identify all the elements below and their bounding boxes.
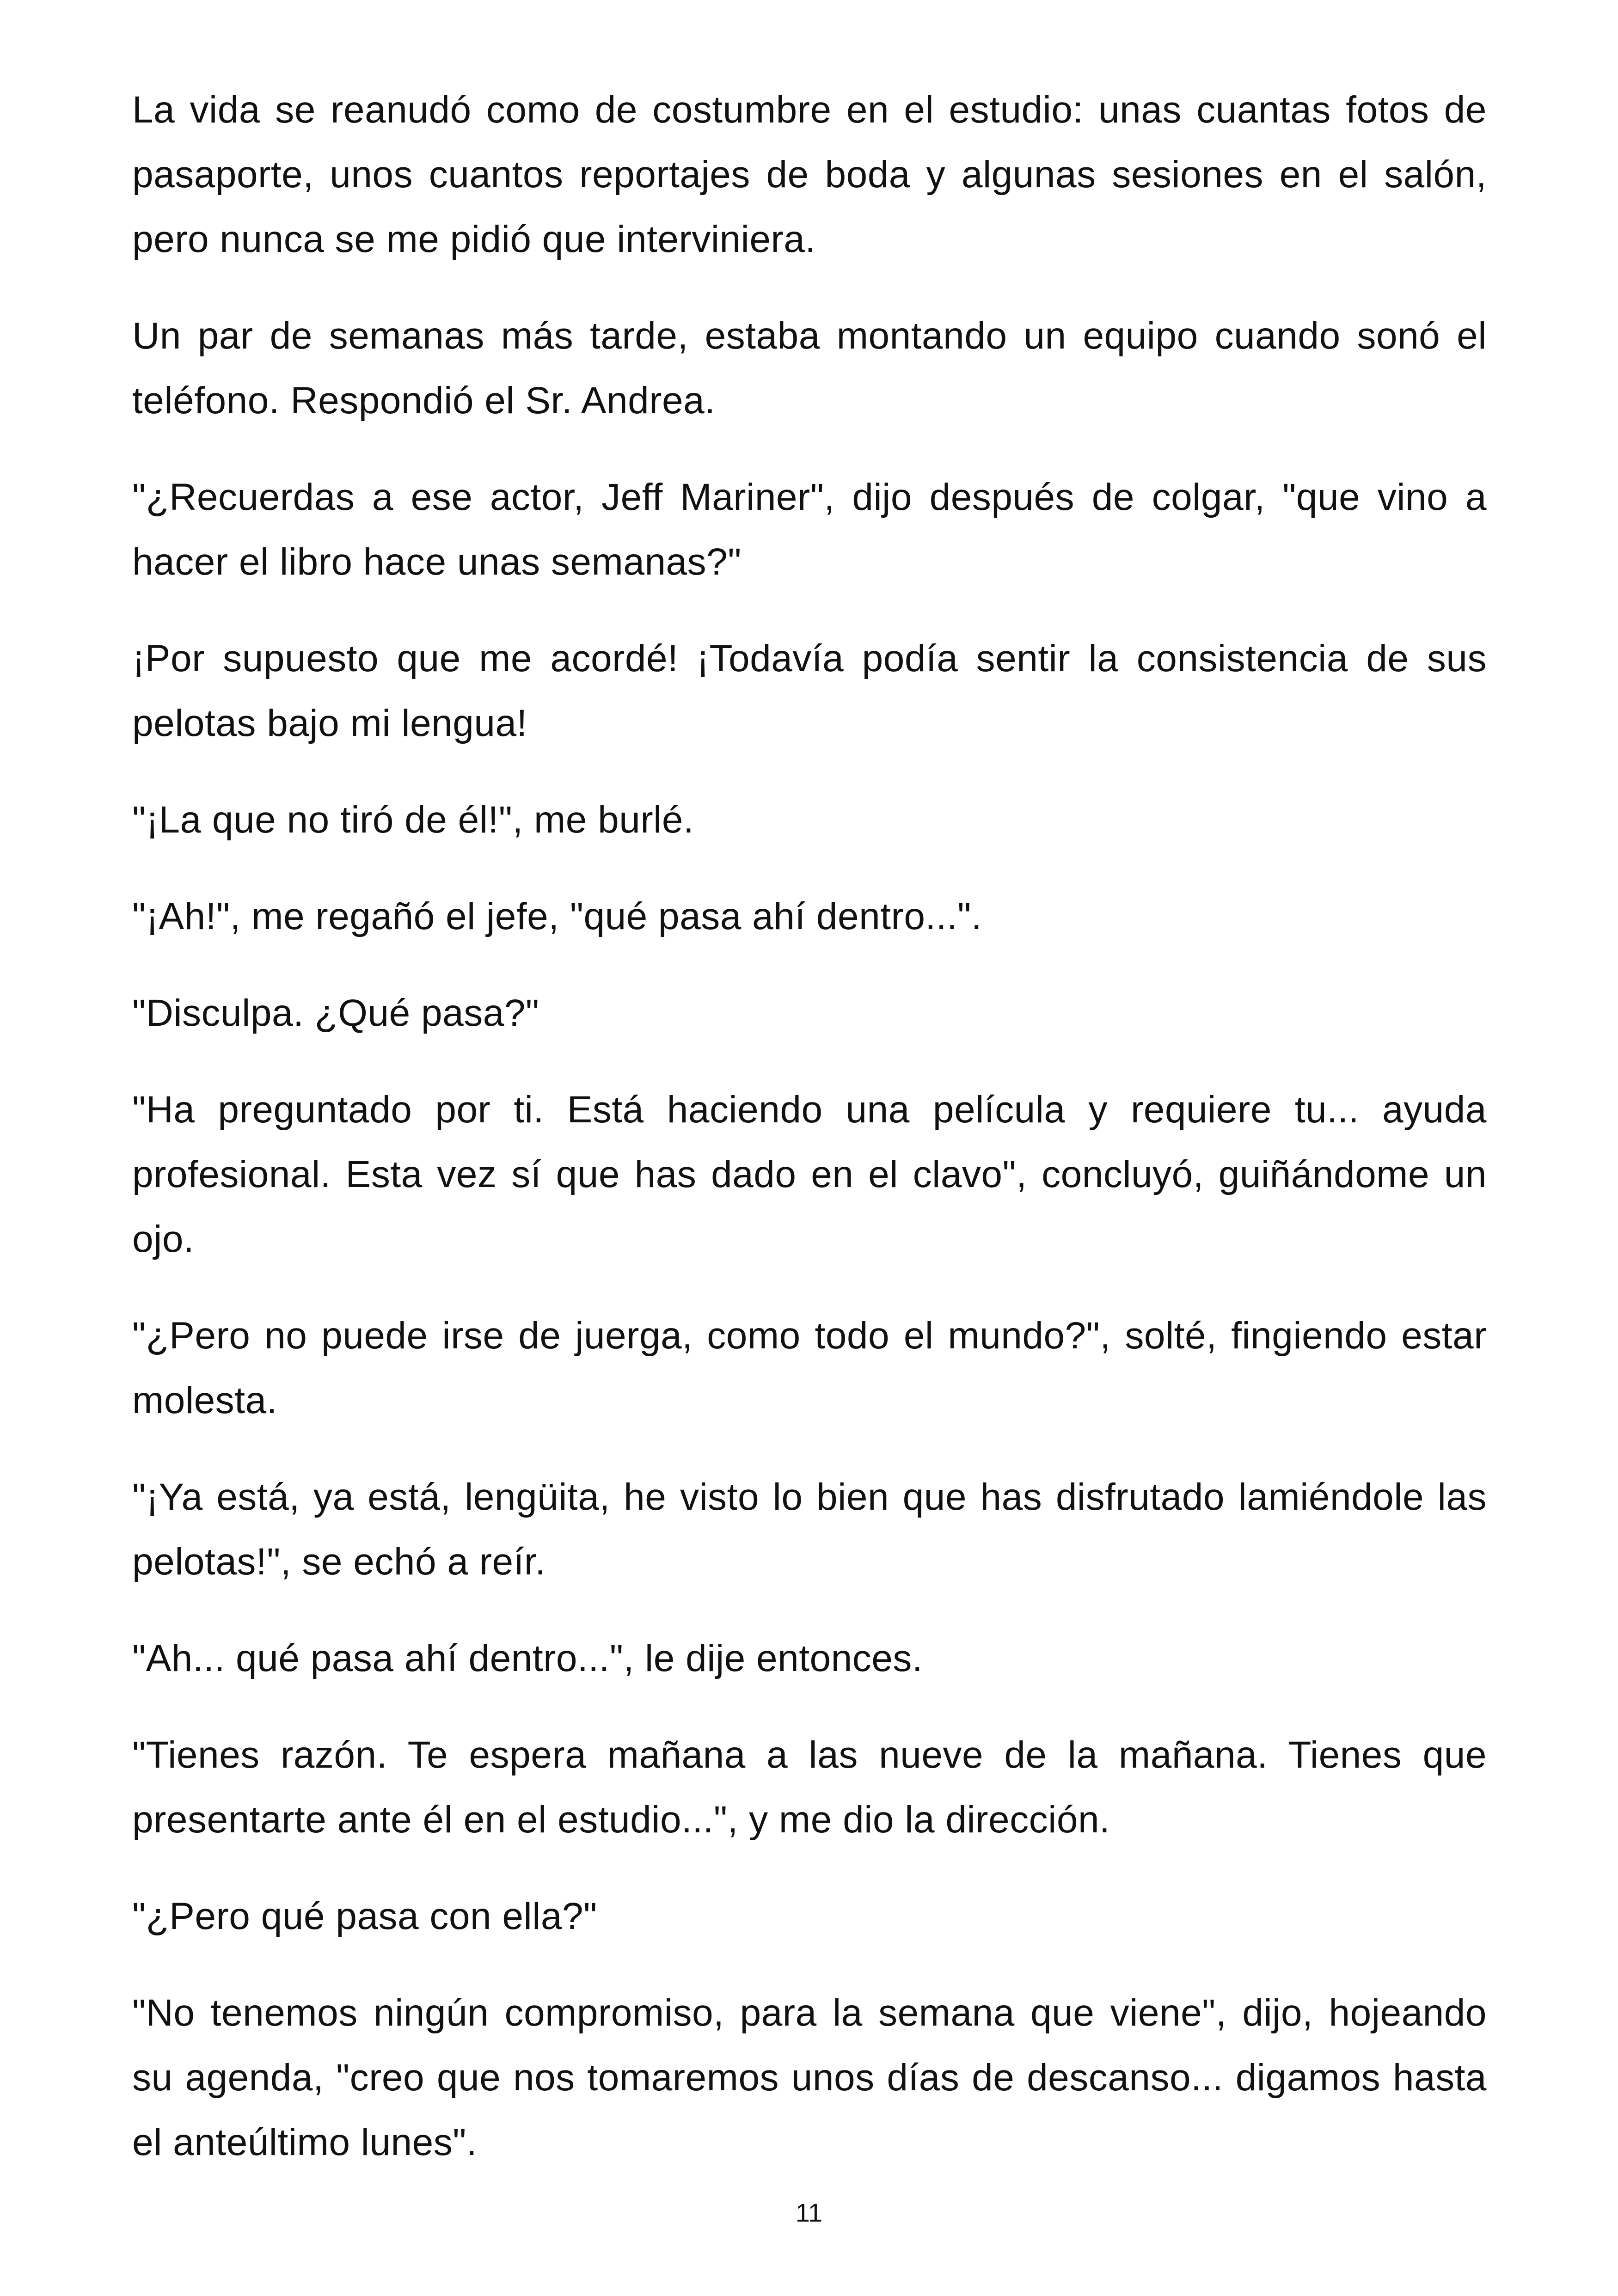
paragraph: "Ha preguntado por ti. Está haciendo una película y requiere tu... ayuda profesional. Esta vez sí que has dado en el clavo", concluyó, guiñándome un ojo. bbox=[132, 1089, 1487, 1260]
paragraph: Un par de semanas más tarde, estaba montando un equipo cuando sonó el teléfono. Respondió el Sr. Andrea. bbox=[132, 315, 1487, 422]
body-text bbox=[132, 78, 1487, 2207]
paragraph: "¿Recuerdas a ese actor, Jeff Mariner", dijo después de colgar, "que vino a hacer el libro hace unas semanas?" bbox=[132, 476, 1487, 583]
paragraph: "Tienes razón. Te espera mañana a las nueve de la mañana. Tienes que presentarte ante él en el estudio...", y me dio la dirección. bbox=[132, 1734, 1487, 1841]
page-number: 11 bbox=[795, 2198, 823, 2227]
paragraph: La vida se reanudó como de costumbre en el estudio: unas cuantas fotos de pasaporte, unos cuantos reportajes de boda y algunas sesiones en el salón, pero nunca se me pidió que interviniera. bbox=[132, 89, 1487, 260]
paragraph: "¡La que no tiró de él!", me burlé. bbox=[132, 799, 694, 841]
paragraph: "Disculpa. ¿Qué pasa?" bbox=[132, 992, 539, 1034]
paragraph: "No tenemos ningún compromiso, para la semana que viene", dijo, hojeando su agenda, "creo que nos tomaremos unos días de descanso... digamos hasta el anteúltimo lunes". bbox=[132, 1992, 1487, 2163]
paragraph: ¡Por supuesto que me acordé! ¡Todavía podía sentir la consistencia de sus pelotas bajo mi lengua! bbox=[132, 637, 1487, 744]
paragraph: "Ah... qué pasa ahí dentro...", le dije entonces. bbox=[132, 1637, 923, 1679]
paragraph: "¡Ah!", me regañó el jefe, "qué pasa ahí dentro...". bbox=[132, 895, 982, 937]
paragraph: "¿Pero no puede irse de juerga, como todo el mundo?", solté, fingiendo estar molesta. bbox=[132, 1315, 1487, 1421]
paragraph: "¿Pero qué pasa con ella?" bbox=[132, 1895, 597, 1937]
paragraph: "¡Ya está, ya está, lengüita, he visto lo bien que has disfrutado lamiéndole las pelotas!", se echó a reír. bbox=[132, 1476, 1487, 1583]
